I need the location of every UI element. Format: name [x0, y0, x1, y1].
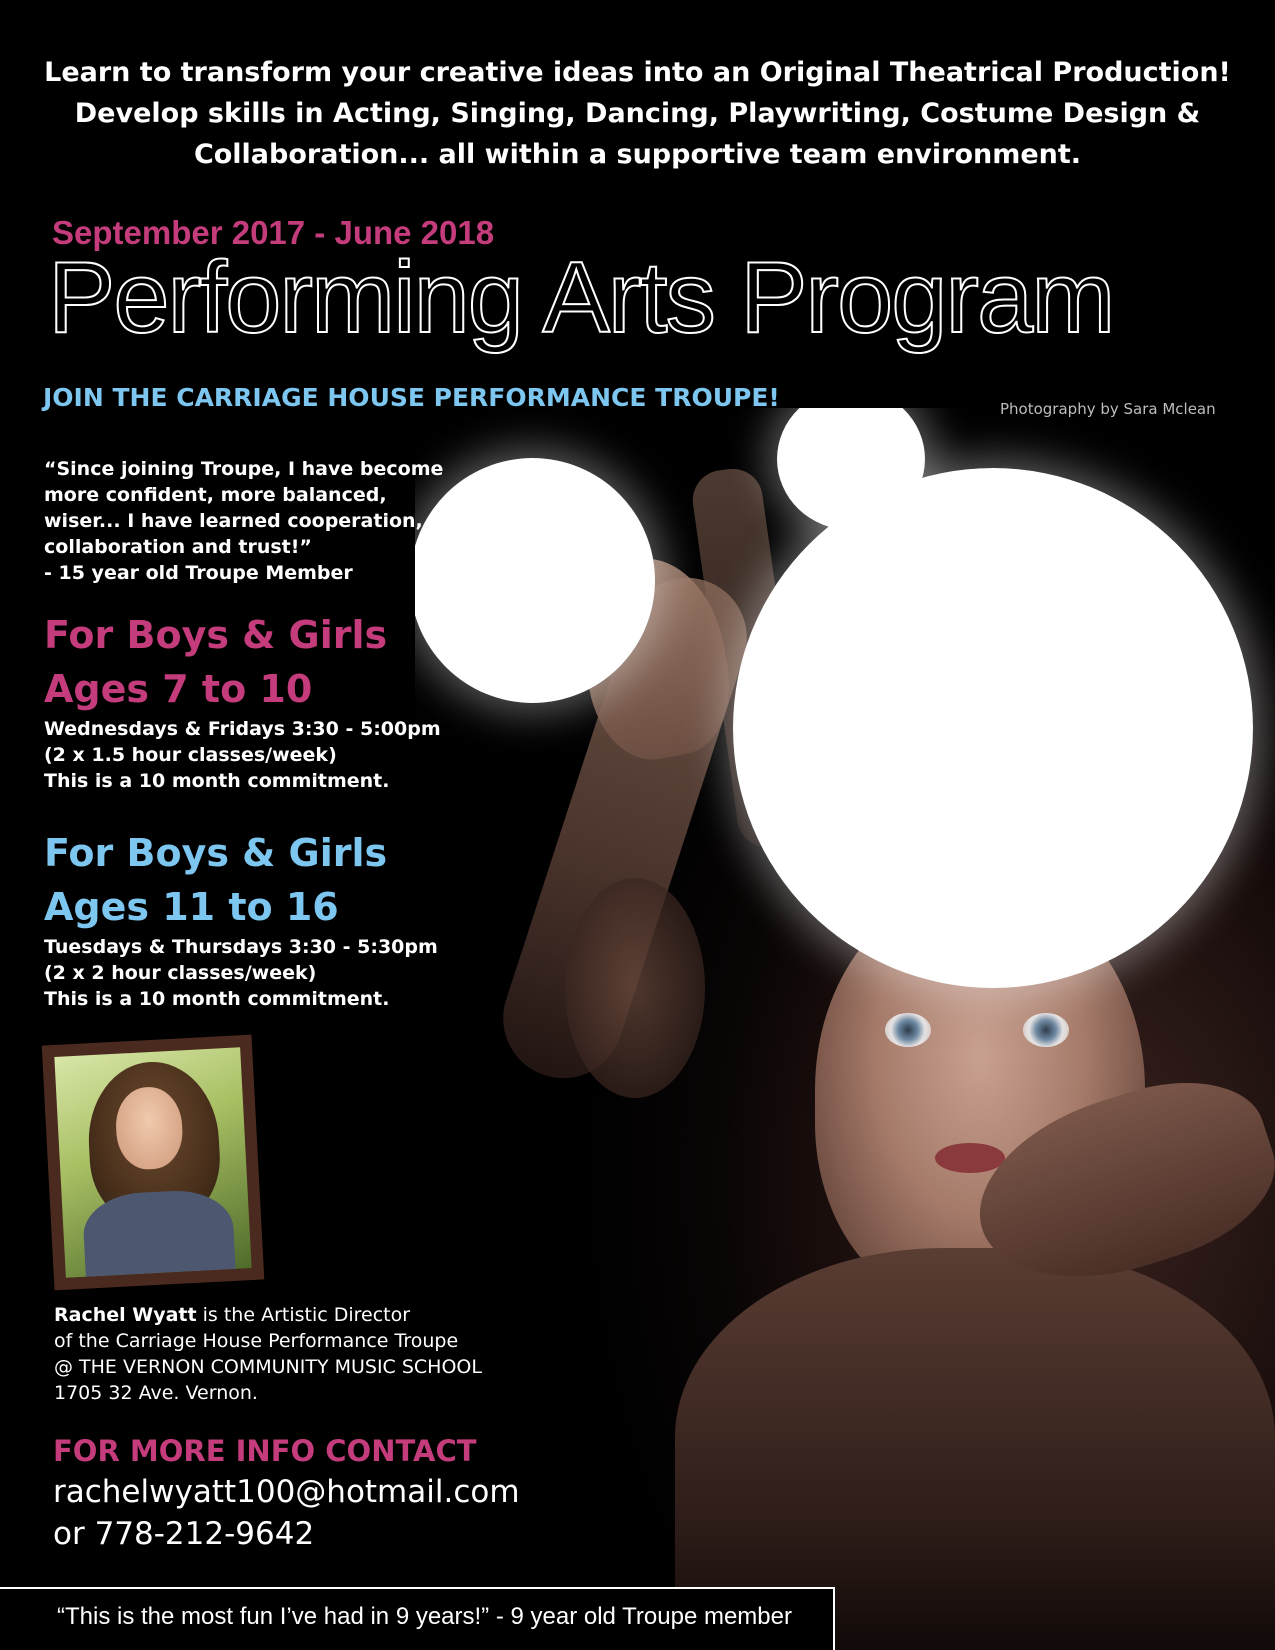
intro-line: Learn to transform your creative ideas into an Original Theatrical Production!	[44, 57, 1231, 88]
left-eye	[885, 1013, 931, 1047]
quote-line: “Since joining Troupe, I have become	[44, 458, 444, 480]
intro-line: Collaboration... all within a supportive team environment.	[193, 139, 1082, 170]
portrait-photo	[54, 1047, 251, 1277]
contact-email[interactable]: rachelwyatt100@hotmail.com	[53, 1474, 520, 1510]
quote-attribution: - 15 year old Troupe Member	[44, 562, 353, 584]
director-name: Rachel Wyatt	[54, 1304, 197, 1326]
group-commitment: This is a 10 month commitment.	[44, 988, 390, 1010]
intro-line: Develop skills in Acting, Singing, Dancing, Playwriting, Costume Design &	[74, 98, 1201, 129]
group-details	[44, 716, 474, 794]
group-heading	[44, 608, 474, 716]
group-schedule: Tuesdays & Thursdays 3:30 - 5:30pm	[44, 936, 438, 958]
group-classes: (2 x 1.5 hour classes/week)	[44, 744, 337, 766]
large-light-orb	[733, 468, 1253, 988]
contact-phone[interactable]: or 778-212-9642	[53, 1516, 315, 1552]
bio-line: of the Carriage House Performance Troupe	[54, 1330, 459, 1352]
right-eye	[1023, 1013, 1069, 1047]
intro-text	[0, 52, 1275, 175]
group-schedule: Wednesdays & Fridays 3:30 - 5:00pm	[44, 718, 441, 740]
lips	[935, 1143, 1005, 1173]
bio-line-rest: is the Artistic Director	[196, 1304, 411, 1326]
hero-photo	[415, 408, 1275, 1650]
quote-line: more confident, more balanced,	[44, 484, 387, 506]
quote-line: collaboration and trust!”	[44, 536, 312, 558]
group-classes: (2 x 2 hour classes/week)	[44, 962, 317, 984]
group-ages: Ages 7 to 10	[44, 667, 313, 711]
footer-quote: “This is the most fun I’ve had in 9 years!” - 9 year old Troupe member	[57, 1603, 792, 1630]
group-audience: For Boys & Girls	[44, 613, 388, 657]
background-face	[565, 878, 705, 1098]
group-heading	[44, 826, 474, 934]
director-portrait	[42, 1035, 265, 1291]
footer-quote-box	[0, 1587, 835, 1650]
bio-address: 1705 32 Ave. Vernon.	[54, 1382, 258, 1404]
contact-heading: FOR MORE INFO CONTACT	[53, 1434, 477, 1468]
testimonial-quote	[44, 456, 464, 586]
director-bio	[54, 1302, 574, 1406]
group-audience: For Boys & Girls	[44, 831, 388, 875]
page-title: Performing Arts Program	[48, 242, 1114, 354]
age-group-7-10	[44, 608, 474, 794]
group-commitment: This is a 10 month commitment.	[44, 770, 390, 792]
quote-line: wiser... I have learned cooperation,	[44, 510, 423, 532]
group-ages: Ages 11 to 16	[44, 885, 339, 929]
troupe-subtitle: JOIN THE CARRIAGE HOUSE PERFORMANCE TROUPE!	[43, 383, 780, 412]
group-details	[44, 934, 474, 1012]
bio-line: @ THE VERNON COMMUNITY MUSIC SCHOOL	[54, 1356, 482, 1378]
photo-credit: Photography by Sara Mclean	[1000, 400, 1216, 418]
program-dates: September 2017 - June 2018	[52, 214, 495, 251]
bio-line	[54, 1302, 574, 1328]
age-group-11-16	[44, 826, 474, 1012]
